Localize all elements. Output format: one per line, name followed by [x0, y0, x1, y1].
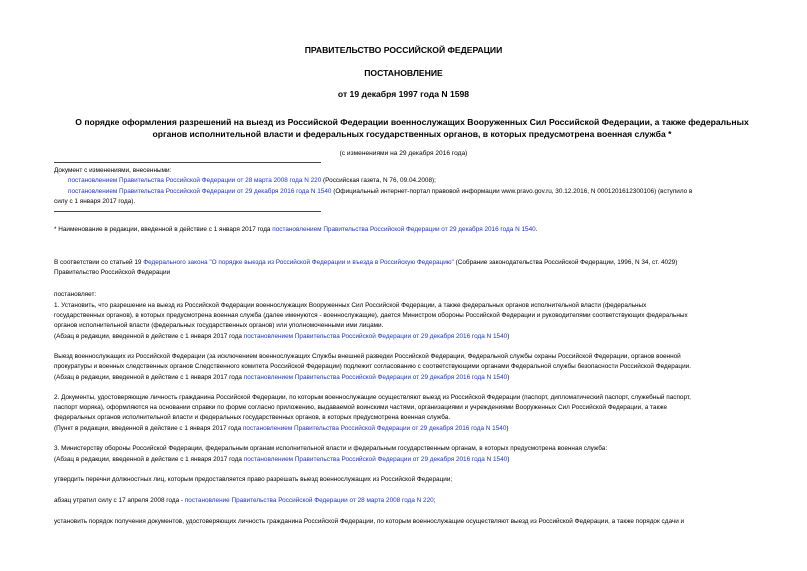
decree-word: постановляет:	[54, 291, 97, 298]
item2-line-1: 2. Документы, удостоверяющие личность гражданина Российской Федерации, по которым военнослужащие осуществляют выезд из Российской Федерации (паспорт, дипломатический паспорт, служебный паспорт,	[54, 394, 691, 401]
item1-note-link[interactable]: постановлением Правительства Российской Федерации от 29 декабря 2016 года N 1540	[243, 333, 508, 340]
item3-note-link[interactable]: постановлением Правительства Российской Федерации от 29 декабря 2016 года N 1540	[243, 456, 508, 463]
para-establish-procedure: установить порядок получения документов, удостоверяющих личность гражданина Российской Федерации, по которым военнослужащие осуществляют выезд из Российской Федерации, а также порядок сдачи и	[54, 518, 685, 525]
footnote-link[interactable]: постановлением Правительства Российской Федерации от 29 декабря 2016 года N 1540	[272, 226, 536, 233]
para-approve-lists: утвердить перечни должностных лиц, которым предоставляется право разрешать выезд военнослужащих из Российской Федерации;	[54, 476, 453, 483]
government-heading: ПРАВИТЕЛЬСТВО РОССИЙСКОЙ ФЕДЕРАЦИИ	[304, 45, 503, 55]
changes-item-2-cont: силу с 1 января 2017 года).	[54, 198, 136, 205]
title-line-2: органов исполнительной власти и федеральных государственных органов, в которых предусмотрена военная служба *	[152, 129, 672, 139]
footnote: * Наименование в редакции, введенной в действие с 1 января 2017 года постановлением Правительства Российской Федерации от 29 декабря 2016 года N 1540.	[54, 226, 538, 233]
preamble-line-2: Правительство Российской Федерации	[54, 269, 171, 276]
para-repealed: абзац утратил силу с 17 апреля 2008 года - постановление Правительства Российской Федерации от 28 марта 2008 года N 220;	[54, 497, 436, 504]
item2-line-2: паспорт моряка), оформляются на основании справки по форме согласно приложению, выдаваемой воинскими частями, организациями и учреждениями Вооруженных Сил Российской Федерации, а также	[54, 404, 668, 411]
item3-line-1: 3. Министерству обороны Российской Федерации, федеральным органам исполнительной власти и федеральным государственным органам, в которых предусмотрена военная служба:	[54, 445, 608, 452]
divider-top	[54, 162, 321, 163]
document-date-number: от 19 декабря 1997 года N 1598	[337, 89, 470, 99]
item2-line-3: федеральных органов исполнительной власти и федеральных государственных органов, в которых предусмотрена военная служба.	[54, 414, 451, 421]
amendment-link-2008[interactable]: постановлением Правительства Российской Федерации от 28 марта 2008 года N 220	[68, 177, 322, 184]
repeal-link[interactable]: постановление Правительства Российской Федерации от 28 марта 2008 года N 220	[184, 497, 434, 504]
item2-note: (Пункт в редакции, введенной в действие с 1 января 2017 года постановлением Правительства Российской Федерации от 29 декабря 2016 года N 1540)	[54, 425, 509, 432]
changes-item-1: постановлением Правительства Российской Федерации от 28 марта 2008 года N 220 (Российская газета, N 76, 09.04.2008);	[68, 177, 436, 184]
federal-law-link[interactable]: Федерального закона "О порядке выезда из Российской Федерации и въезда в Российскую Федерацию"	[143, 259, 454, 266]
item1-line-1: 1. Установить, что разрешение на выезд из Российской Федерации военнослужащих Вооруженных Сил Российской Федерации, а также федеральных органов исполнительной власти (федеральных	[54, 302, 647, 309]
para2-line-1: Выезд военнослужащих из Российской Федерации (за исключением военнослужащих Службы внешней разведки Российской Федерации, Федеральной службы охраны Российской Федерации, органов военной	[54, 353, 681, 360]
item1-note: (Абзац в редакции, введенной в действие с 1 января 2017 года постановлением Правительства Российской Федерации от 29 декабря 2016 года N 1540)	[54, 333, 510, 340]
divider-bottom	[54, 211, 321, 212]
changes-item-2: постановлением Правительства Российской Федерации от 29 декабря 2016 года N 1540 (Официальный интернет-портал правовой информации www.pravo.gov.ru, 30.12.2016, N 0001201612300106) (вступило в	[68, 188, 693, 195]
changes-intro: Документ с изменениями, внесенными:	[54, 167, 172, 174]
item2-note-link[interactable]: постановлением Правительства Российской Федерации от 29 декабря 2016 года N 1540	[242, 425, 507, 432]
amendment-link-2016[interactable]: постановлением Правительства Российской Федерации от 29 декабря 2016 года N 1540	[68, 188, 332, 195]
item1-line-2: государственных органов), в которых предусмотрена военная служба (далее именуются - военнослужащие), дается Министром обороны Российской Федерации и руководителями соответствующих федеральных	[54, 312, 688, 319]
item1-line-3: органов исполнительной власти (федеральных государственных органов) или уполномоченными ими лицами.	[54, 322, 384, 329]
title-line-1: О порядке оформления разрешений на выезд из Российской Федерации военнослужащих Вооруженных Сил Российской Федерации, а также федеральных	[75, 117, 749, 127]
preamble-line-1: В соответствии со статьей 19 Федерального закона "О порядке выезда из Российской Федерации и въезда в Российскую Федерацию" (Собрание законодательства Российской Федерации, 1996, N 34, ст. 4029)	[54, 259, 678, 266]
document-title	[54, 116, 770, 140]
document-type: ПОСТАНОВЛЕНИЕ	[364, 68, 443, 78]
para2-note: (Абзац в редакции, введенной в действие с 1 января 2017 года постановлением Правительства Российской Федерации от 29 декабря 2016 года N 1540)	[54, 374, 510, 381]
item3-note: (Абзац в редакции, введенной в действие с 1 января 2017 года постановлением Правительства Российской Федерации от 29 декабря 2016 года N 1540)	[54, 456, 510, 463]
para2-line-2: прокуратуры и военных следственных органов Следственного комитета Российской Федерации) подлежит согласованию с соответствующими органами Федеральной службы безопасности Российской Федерации.	[54, 363, 691, 370]
amendment-date: (с изменениями на 29 декабря 2016 года)	[339, 150, 468, 157]
para2-note-link[interactable]: постановлением Правительства Российской Федерации от 29 декабря 2016 года N 1540	[243, 374, 508, 381]
